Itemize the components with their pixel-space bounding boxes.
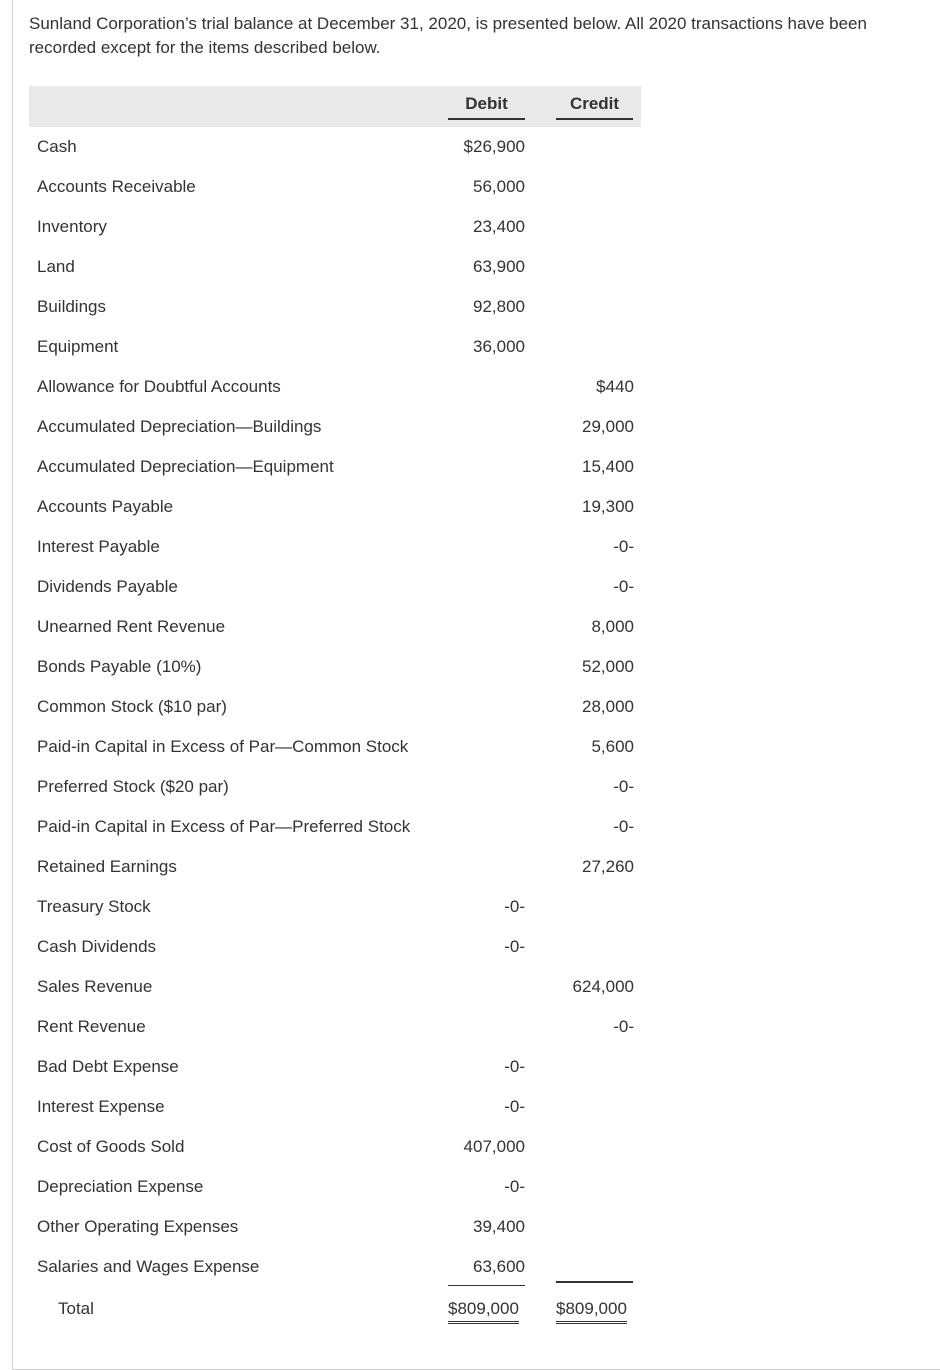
table-row — [29, 1047, 641, 1087]
account-name: Land — [37, 257, 75, 276]
total-label: Total — [58, 1299, 94, 1318]
credit-amount: 15,400 — [582, 457, 634, 476]
table-row — [29, 367, 641, 407]
account-name: Paid-in Capital in Excess of Par—Common Stock — [37, 737, 409, 756]
credit-amount: $440 — [596, 377, 634, 396]
table-row — [29, 767, 641, 807]
account-name: Preferred Stock ($20 par) — [37, 777, 229, 796]
debit-amount: 56,000 — [473, 177, 525, 196]
table-row — [29, 807, 641, 847]
table-row — [29, 487, 641, 527]
table-row — [29, 207, 641, 247]
table-row — [29, 127, 641, 167]
table-row — [29, 927, 641, 967]
account-name: Cash Dividends — [37, 937, 157, 956]
credit-amount: -0- — [613, 537, 634, 556]
table-row — [29, 607, 641, 647]
table-row — [29, 167, 641, 207]
account-name: Treasury Stock — [37, 897, 151, 916]
account-name: Allowance for Doubtful Accounts — [37, 377, 281, 396]
account-name: Sales Revenue — [37, 977, 153, 996]
credit-amount: 8,000 — [591, 617, 634, 636]
debit-amount: 63,900 — [473, 257, 525, 276]
account-name: Depreciation Expense — [37, 1177, 204, 1196]
account-name: Accumulated Depreciation—Buildings — [37, 417, 322, 436]
table-row — [29, 687, 641, 727]
account-name: Buildings — [37, 297, 106, 316]
credit-amount: -0- — [613, 817, 634, 836]
credit-sum-line — [556, 1281, 633, 1283]
table-row — [29, 1247, 641, 1287]
account-name: Cash — [37, 137, 77, 156]
account-name: Retained Earnings — [37, 857, 177, 876]
total-debit: $809,000 — [448, 1299, 519, 1324]
credit-amount: 52,000 — [582, 657, 634, 676]
total-credit: $809,000 — [556, 1299, 627, 1324]
table-row — [29, 1127, 641, 1167]
table-row — [29, 1207, 641, 1247]
table-row — [29, 847, 641, 887]
trial-balance-table — [29, 86, 641, 1335]
credit-column-header: Credit — [556, 94, 633, 120]
table-row — [29, 407, 641, 447]
table-header — [29, 86, 641, 127]
table-row — [29, 247, 641, 287]
account-name: Salaries and Wages Expense — [37, 1257, 260, 1276]
account-name: Cost of Goods Sold — [37, 1137, 185, 1156]
credit-amount: 29,000 — [582, 417, 634, 436]
account-name: Unearned Rent Revenue — [37, 617, 226, 636]
account-name: Other Operating Expenses — [37, 1217, 239, 1236]
debit-amount: 39,400 — [473, 1217, 525, 1236]
debit-amount: $26,900 — [463, 137, 525, 156]
debit-amount: 92,800 — [473, 297, 525, 316]
table-row — [29, 447, 641, 487]
credit-amount: 19,300 — [582, 497, 634, 516]
table-row — [29, 1007, 641, 1047]
account-name: Interest Payable — [37, 537, 160, 556]
table-row — [29, 1087, 641, 1127]
debit-sum-line — [448, 1285, 525, 1286]
credit-amount: -0- — [613, 1017, 634, 1036]
table-row — [29, 327, 641, 367]
table-row — [29, 967, 641, 1007]
account-name: Bad Debt Expense — [37, 1057, 179, 1076]
debit-amount: 407,000 — [463, 1137, 525, 1156]
account-name: Interest Expense — [37, 1097, 165, 1116]
credit-amount: 28,000 — [582, 697, 634, 716]
account-name: Accounts Payable — [37, 497, 174, 516]
credit-amount: 27,260 — [582, 857, 634, 876]
debit-amount: -0- — [504, 1177, 525, 1196]
credit-amount: 624,000 — [572, 977, 634, 996]
account-name: Accounts Receivable — [37, 177, 196, 196]
debit-amount: 36,000 — [473, 337, 525, 356]
account-name: Rent Revenue — [37, 1017, 146, 1036]
table-row — [29, 1167, 641, 1207]
table-row — [29, 647, 641, 687]
credit-amount: 5,600 — [591, 737, 634, 756]
account-name: Bonds Payable (10%) — [37, 657, 202, 676]
account-name: Inventory — [37, 217, 107, 236]
table-row — [29, 887, 641, 927]
debit-column-header: Debit — [448, 94, 525, 120]
account-name: Dividends Payable — [37, 577, 178, 596]
account-name: Paid-in Capital in Excess of Par—Preferred Stock — [37, 817, 411, 836]
debit-amount: -0- — [504, 1097, 525, 1116]
account-name: Accumulated Depreciation—Equipment — [37, 457, 334, 476]
total-row — [29, 1287, 641, 1335]
account-name: Equipment — [37, 337, 119, 356]
debit-amount: -0- — [504, 937, 525, 956]
table-row — [29, 727, 641, 767]
credit-amount: -0- — [613, 777, 634, 796]
credit-amount: -0- — [613, 577, 634, 596]
table-row — [29, 567, 641, 607]
table-body — [29, 127, 641, 1287]
intro-text: Sunland Corporation’s trial balance at December 31, 2020, is presented below. All 2020 transactions have been recorded except for the items described below. — [29, 14, 867, 57]
debit-amount: -0- — [504, 897, 525, 916]
debit-amount: -0- — [504, 1057, 525, 1076]
table-row — [29, 527, 641, 567]
debit-amount: 63,600 — [473, 1257, 525, 1276]
debit-amount: 23,400 — [473, 217, 525, 236]
account-name: Common Stock ($10 par) — [37, 697, 227, 716]
table-row — [29, 287, 641, 327]
